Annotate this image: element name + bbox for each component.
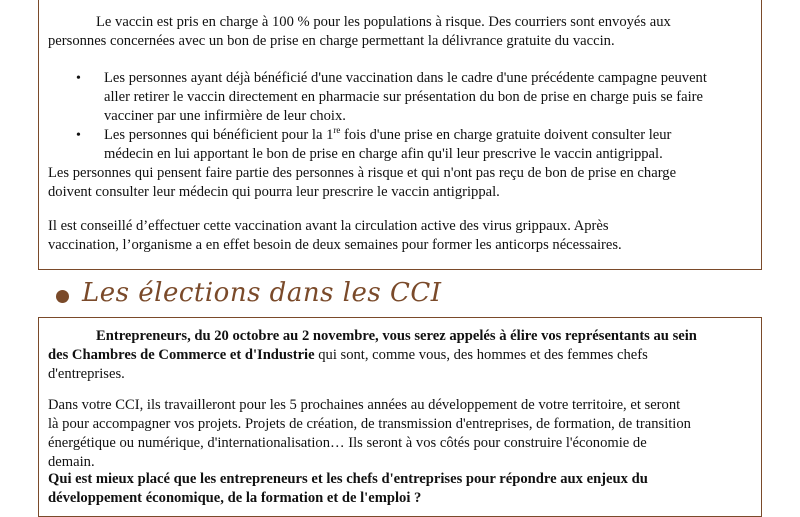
followup-line2: doivent consulter leur médecin qui pourra leur prescrire le vaccin antigrippal. — [48, 184, 500, 200]
section-bullet-icon — [56, 290, 69, 303]
bullet1-line1: Les personnes ayant déjà bénéficié d'une vaccination dans le cadre d'une précédente campagne peuvent — [104, 70, 707, 86]
followup-line1: Les personnes qui pensent faire partie des personnes à risque et qui n'ont pas reçu de bon de prise en charge — [48, 165, 677, 181]
bullet2-line1: Les personnes qui bénéficient pour la 1re fois d'une prise en charge gratuite doivent consulter leur — [104, 125, 672, 143]
section-title-cci: Les élections dans les CCI — [82, 278, 442, 308]
cci-p1-line2: des Chambres de Commerce et d'Industrie qui sont, comme vous, des hommes et des femmes chefs — [48, 347, 648, 363]
cci-p2-line2: là pour accompagner vos projets. Projets de création, de transmission d'entreprises, de formation, de transition — [48, 416, 691, 432]
advice-line2: vaccination, l’organisme a en effet besoin de deux semaines pour former les anticorps nécessaires. — [48, 237, 622, 253]
cci-question-line2: développement économique, de la formation et de l'emploi ? — [48, 490, 422, 506]
cci-p1-line3: d'entreprises. — [48, 366, 125, 382]
bullet1-line3: vacciner par une infirmière de leur choix. — [104, 108, 346, 124]
bullet-icon: • — [76, 71, 81, 86]
list-item — [76, 126, 756, 146]
cci-p1-line1: Entrepreneurs, du 20 octobre au 2 novembre, vous serez appelés à élire vos représentants au sein — [96, 328, 697, 344]
vaccine-intro-line1: Le vaccin est pris en charge à 100 % pour les populations à risque. Des courriers sont envoyés aux — [96, 14, 671, 30]
bullet-icon: • — [76, 128, 81, 143]
cci-p2-line4: demain. — [48, 454, 95, 470]
vaccine-intro-line2: personnes concernées avec un bon de prise en charge permettant la délivrance gratuite du vaccin. — [48, 33, 615, 49]
cci-p2-line3: énergétique ou numérique, d'internationalisation… Ils seront à vos côtés pour construire l'économie de — [48, 435, 647, 451]
bullet2-line2: médecin en lui apportant le bon de prise en charge afin qu'il leur prescrive le vaccin antigrippal. — [104, 146, 663, 162]
cci-p2-line1: Dans votre CCI, ils travailleront pour les 5 prochaines années au développement de votre territoire, et seront — [48, 397, 681, 413]
cci-question-line1: Qui est mieux placé que les entrepreneurs et les chefs d'entreprises pour répondre aux enjeux du — [48, 471, 648, 487]
advice-line1: Il est conseillé d’effectuer cette vaccination avant la circulation active des virus grippaux. Après — [48, 218, 609, 234]
bullet1-line2: aller retirer le vaccin directement en pharmacie sur présentation du bon de prise en charge puis se faire — [104, 89, 704, 105]
